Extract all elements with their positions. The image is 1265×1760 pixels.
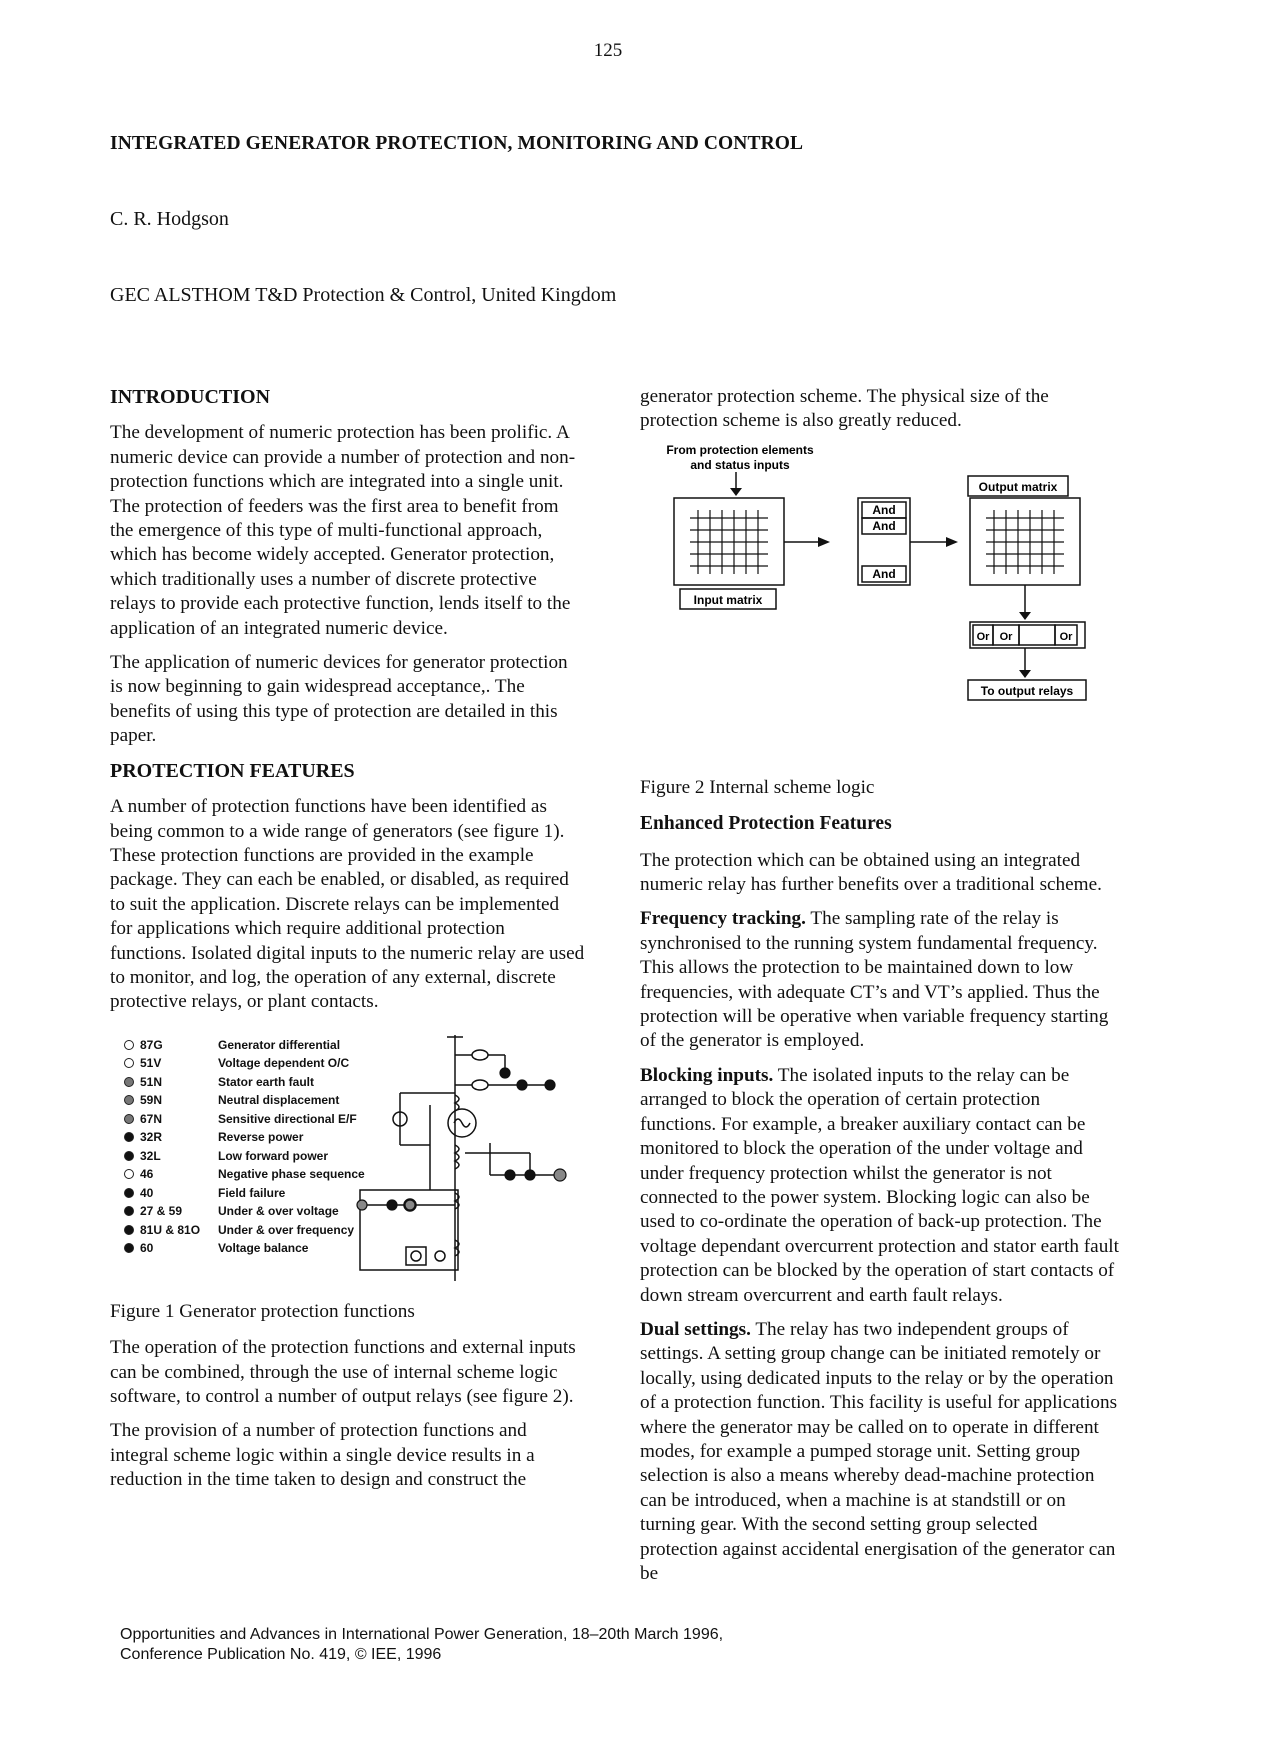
legend-description: Voltage dependent O/C — [218, 1056, 350, 1071]
generator-protection-diagram — [110, 1025, 590, 1290]
features-paragraph-2: The operation of the protection functions and external inputs can be combined, through the use of internal scheme logic software, to control a number of output relays (see figure 2). — [110, 1337, 576, 1407]
legend-code: 27 & 59 — [140, 1204, 183, 1219]
features-paragraph-3: The provision of a number of protection functions and integral scheme logic within a single device results in a reduction in the time taken to design and construct the — [110, 1420, 535, 1491]
figure-2-caption: Figure 2 Internal scheme logic — [640, 776, 875, 798]
legend-description: Voltage balance — [218, 1241, 309, 1256]
legend-description: Neutral displacement — [218, 1093, 340, 1108]
to-output-relays-label: To output relays — [980, 683, 1074, 698]
legend-code: 59N — [140, 1093, 163, 1108]
legend-code: 32L — [140, 1148, 161, 1163]
legend-code: 60 — [140, 1241, 154, 1256]
legend-code: 67N — [140, 1111, 163, 1126]
legend-description: Field failure — [218, 1185, 286, 1200]
legend-code: 51V — [140, 1056, 162, 1071]
affiliation: GEC ALSTHOM T&D Protection & Control, United Kingdom — [110, 284, 617, 306]
frequency-tracking-text: The sampling rate of the relay is synchronised to the running system fundamental frequency. This allows the protection to be maintained down to low frequencies, with adequate CT’s and VT’s applied. Thus the protection will be operative when variable frequency starting of the generator is employed. — [640, 908, 1109, 1052]
legend-code: 46 — [140, 1167, 154, 1182]
legend-description: Under & over frequency — [218, 1222, 355, 1237]
blocking-inputs-text: The isolated inputs to the relay can be arranged to block the operation of certain protection functions. For example, a breaker auxiliary contact can be monitored to block the operation of the under voltage and under frequency protection whilst the generator is not connected to the power system. Blocking logic can also be used to co-ordinate the operation of back-up protection. The voltage dependant overcurrent protection and stator earth fault protection can be blocked by the operation of start contacts of down stream overcurrent and earth fault relays. — [640, 1064, 1119, 1306]
footer-line-1: Opportunities and Advances in International Power Generation, 18–20th March 1996, — [120, 1626, 724, 1643]
features-paragraph-1: A number of protection functions have been identified as being common to a wide range of generators (see figure 1). These protection functions are provided in the example package. They can each be enabled, or disabled, as required to suit the application. Discrete relays can be implemented for applications which require additional protection functions. Isolated digital inputs to the numeric relay are used to monitor, and log, the operation of any external, discrete protective relays, or plant contacts. — [110, 796, 585, 1013]
and-gate-3: And — [872, 566, 896, 581]
blocking-inputs-label: Blocking inputs. — [640, 1064, 774, 1086]
introduction-heading: INTRODUCTION — [110, 386, 271, 408]
legend-description: Under & over voltage — [218, 1204, 339, 1219]
legend-code: 32R — [140, 1130, 163, 1145]
frequency-tracking-paragraph — [640, 907, 1120, 1053]
legend-description: Low forward power — [218, 1148, 329, 1163]
input-matrix-label: Input matrix — [693, 592, 763, 607]
dual-settings-paragraph — [640, 1318, 1120, 1586]
figure-1-caption: Figure 1 Generator protection functions — [110, 1300, 415, 1322]
figure-1 — [110, 1025, 590, 1290]
legend-description: Generator differential — [218, 1037, 341, 1052]
source-label-1: From protection elements — [666, 443, 814, 457]
or-gate-3: Or — [1059, 630, 1073, 643]
intro-paragraph-2: The application of numeric devices for generator protection is now beginning to gain widespread acceptance,. The benefits of using this type of protection are detailed in this paper. — [110, 652, 568, 747]
figure-2 — [640, 444, 1100, 764]
author: C. R. Hodgson — [110, 208, 229, 230]
left-column — [110, 385, 585, 1503]
and-gate-1: And — [872, 502, 896, 517]
frequency-tracking-label: Frequency tracking. — [640, 908, 806, 930]
intro-paragraph-1: The development of numeric protection has been prolific. A numeric device can provide a number of protection and non-protection functions which are integrated into a single unit. The protection of feeders was the first area to benefit from the emergence of this type of multi-functional approach, which has become widely accepted. Generator protection, which traditionally uses a number of discrete protective relays to provide each protective function, lends itself to the application of an integrated numeric device. — [110, 422, 576, 639]
source-label-2: and status inputs — [690, 457, 790, 472]
dual-settings-text: The relay has two independent groups of settings. A setting group change can be initiated remotely or locally, using dedicated inputs to the relay or by the operation of a protection function. This facility is useful for applications where the generator may be called on to operate in different modes, for example a pumped storage unit. Setting group selection is also a means whereby dead-machine protection can be introduced, when a machine is at standstill or on turning gear. With the second setting group selected protection against accidental energisation of the generator can be — [640, 1318, 1118, 1584]
legend-code: 51N — [140, 1074, 163, 1089]
output-matrix-label: Output matrix — [978, 479, 1058, 494]
blocking-inputs-paragraph — [640, 1064, 1120, 1308]
or-gate-1: Or — [976, 630, 990, 643]
or-gate-2: Or — [999, 630, 1013, 643]
dual-settings-label: Dual settings. — [640, 1318, 751, 1340]
footer — [120, 1625, 723, 1665]
intro-continued: generator protection scheme. The physical size of the protection scheme is also greatly reduced. — [640, 386, 1049, 432]
legend-description: Negative phase sequence — [218, 1167, 365, 1182]
legend-description: Reverse power — [218, 1130, 304, 1145]
legend-code: 87G — [140, 1037, 163, 1052]
legend-code: 40 — [140, 1185, 154, 1200]
page-number: 125 — [593, 40, 623, 61]
paper-title: INTEGRATED GENERATOR PROTECTION, MONITORING AND CONTROL — [110, 133, 804, 154]
protection-features-heading: PROTECTION FEATURES — [110, 759, 355, 782]
footer-line-2: Conference Publication No. 419, © IEE, 1996 — [120, 1646, 442, 1663]
and-gate-2: And — [872, 518, 896, 533]
right-column — [640, 385, 1120, 1596]
scheme-logic-diagram — [640, 444, 1100, 764]
legend-description: Sensitive directional E/F — [218, 1111, 357, 1126]
enhanced-features-heading: Enhanced Protection Features — [640, 813, 892, 835]
legend-description: Stator earth fault — [218, 1074, 315, 1089]
legend-code: 81U & 81O — [140, 1222, 201, 1237]
enhanced-paragraph: The protection which can be obtained using an integrated numeric relay has further benefits over a traditional scheme. — [640, 849, 1102, 896]
